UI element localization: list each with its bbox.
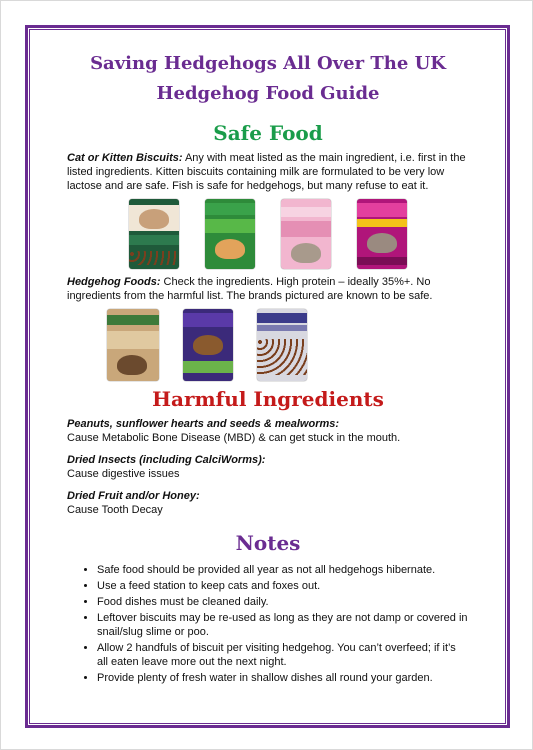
- cat-food-bag-image-1: [129, 199, 179, 269]
- document-content: [67, 49, 469, 687]
- hedgehog-foods-text: Check the ingredients. High protein – ideally 35%+. No ingredients from the harmful list. The brands pictured are known to be safe.: [67, 276, 433, 302]
- harmful-item-2: [67, 453, 469, 481]
- cat-food-bag-image-3: [281, 199, 331, 269]
- harmful-item-3-label: Dried Fruit and/or Honey:: [67, 490, 200, 502]
- cat-biscuits-text: Any with meat listed as the main ingredient, i.e. first in the listed ingredients. Kitten biscuits containing milk are formulated to be very low lactose and are safe. Fish is safe for hedgehogs, but many refuse to eat it.: [67, 152, 466, 192]
- title-line-1: Saving Hedgehogs All Over The UK: [90, 53, 446, 74]
- cat-biscuits-label: Cat or Kitten Biscuits:: [67, 152, 183, 164]
- notes-list-item: • Allow 2 handfuls of biscuit per visiting hedgehog. You can’t overfeed; if it’s all eaten leave more out the next night.: [97, 641, 469, 669]
- harmful-item-3: [67, 489, 469, 517]
- cat-food-product-images: [67, 199, 469, 269]
- harmful-ingredients-heading: Harmful Ingredients: [152, 387, 384, 411]
- hedgehog-foods-paragraph: [67, 275, 469, 303]
- cat-biscuits-paragraph: [67, 151, 469, 193]
- harmful-item-2-effect: Cause digestive issues: [67, 468, 180, 480]
- harmful-item-2-label: Dried Insects (including CalciWorms):: [67, 454, 266, 466]
- hedgehog-food-bag-image-2: [183, 309, 233, 381]
- hedgehog-food-bag-image-1: [107, 309, 159, 381]
- cat-food-bag-image-4: [357, 199, 407, 269]
- notes-list-item: • Provide plenty of fresh water in shallow dishes all round your garden.: [97, 671, 469, 685]
- hedgehog-food-product-images: [107, 309, 469, 381]
- harmful-item-1-effect: Cause Metabolic Bone Disease (MBD) & can get stuck in the mouth.: [67, 432, 401, 444]
- harmful-item-3-effect: Cause Tooth Decay: [67, 504, 163, 516]
- hedgehog-food-bag-image-3: [257, 309, 307, 381]
- notes-list-item: • Leftover biscuits may be re-used as long as they are not damp or covered in snail/slug slime or poo.: [97, 611, 469, 639]
- hedgehog-foods-label: Hedgehog Foods:: [67, 276, 161, 288]
- harmful-item-1-label: Peanuts, sunflower hearts and seeds & mealworms:: [67, 418, 340, 430]
- notes-list-item: • Safe food should be provided all year as not all hedgehogs hibernate.: [97, 563, 469, 577]
- notes-list: [67, 563, 469, 685]
- title-line-2: Hedgehog Food Guide: [156, 83, 380, 104]
- cat-food-bag-image-2: [205, 199, 255, 269]
- notes-list-item: • Use a feed station to keep cats and foxes out.: [97, 579, 469, 593]
- notes-heading: Notes: [235, 531, 301, 555]
- notes-list-item: • Food dishes must be cleaned daily.: [97, 595, 469, 609]
- safe-food-heading: Safe Food: [213, 121, 323, 145]
- harmful-item-1: [67, 417, 469, 445]
